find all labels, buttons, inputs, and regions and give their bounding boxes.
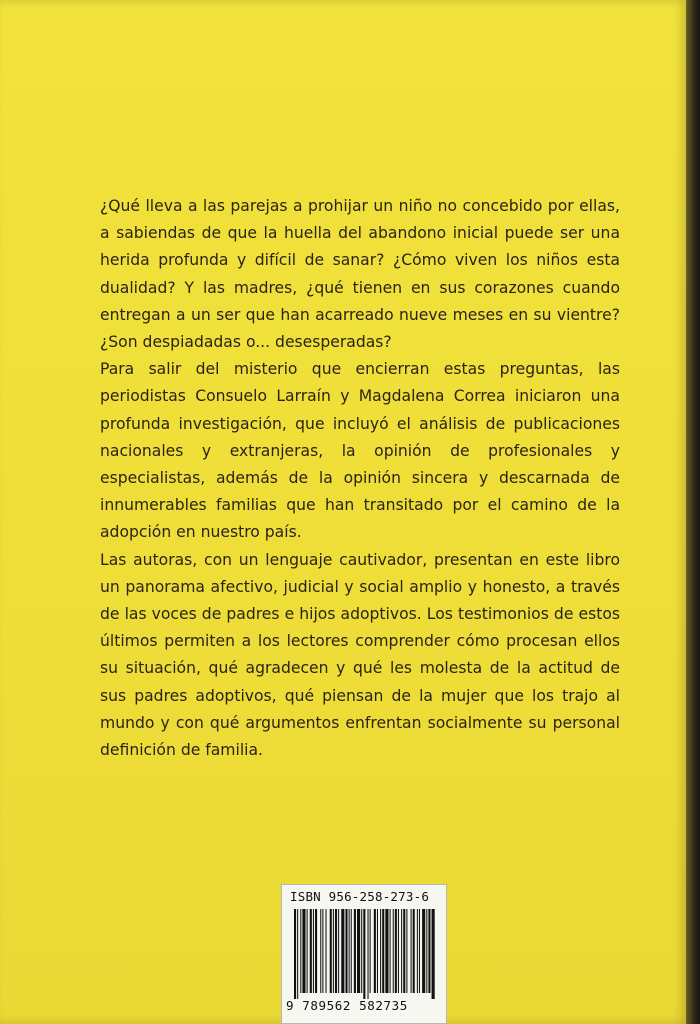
barcode-bar — [403, 909, 405, 993]
barcode-bar — [382, 909, 384, 993]
barcode-bar — [338, 909, 339, 993]
barcode-bar — [351, 909, 352, 993]
barcode-bar — [300, 909, 301, 993]
barcode-bar — [374, 909, 376, 993]
barcode-bar — [326, 909, 327, 993]
barcode-bar — [349, 909, 350, 993]
barcode-bar — [370, 909, 371, 993]
barcode-number: 9 789562 582735 — [286, 998, 408, 1013]
barcode-bar — [333, 909, 334, 993]
barcode-bar — [419, 909, 420, 993]
barcode-bar — [390, 909, 391, 993]
barcode-bar — [315, 909, 317, 993]
barcode-bar — [411, 909, 412, 993]
barcode-bar — [363, 909, 365, 999]
barcode-bar — [368, 909, 369, 999]
barcode-bar — [393, 909, 394, 993]
barcode-bar — [322, 909, 323, 993]
blurb-text — [100, 193, 620, 764]
barcode-bar — [313, 909, 314, 993]
barcode-bar — [357, 909, 360, 993]
barcode-bar — [380, 909, 381, 993]
barcode-bar — [341, 909, 344, 993]
barcode-bar — [385, 909, 388, 993]
barcode-bar — [406, 909, 407, 993]
barcode-bar — [361, 909, 362, 993]
barcode-bar — [395, 909, 397, 993]
barcode-bar — [398, 909, 399, 993]
barcode-bar — [297, 909, 298, 999]
blurb-paragraph-1: ¿Qué lleva a las parejas a prohijar un niño no concebido por ellas, a sabiendas de que la huella del abandono inicial puede ser una herida profunda y difícil de sanar? ¿Cómo viven los niños esta dualidad? Y las madres, ¿qué tienen en sus corazones cuando entregan a un ser que han acarreado nueve meses en su vientre? ¿Son despiadadas o... desesperadas? — [100, 197, 620, 352]
barcode-bar — [422, 909, 425, 993]
barcode-icon — [292, 909, 438, 999]
barcode-bar — [413, 909, 415, 993]
page-edge-shadow — [686, 0, 700, 1024]
barcode-bar — [310, 909, 312, 993]
barcode-bar — [428, 909, 430, 993]
isbn-text: ISBN 956-258-273-6 — [290, 889, 430, 904]
blurb-paragraph-3: Las autoras, con un lenguaje cautivador, presentan en este libro un panorama afectivo, judicial y social amplio y honesto, a través de las voces de padres e hijos adoptivos. Los testimonios de estos últimos permiten a los lectores comprender cómo procesan ellos su situación, qué agradecen y qué les molesta de la actitud de sus padres adoptivos, qué piensan de la mujer que los trajo al mundo y con qué argumentos enfrentan socialmente su personal definición de familia. — [100, 550, 620, 760]
barcode-bar — [294, 909, 296, 999]
barcode-bar — [426, 909, 427, 993]
barcode-bar — [330, 909, 332, 993]
barcode-bar — [345, 909, 347, 993]
barcode-bar — [307, 909, 308, 993]
barcode-bar — [417, 909, 418, 993]
barcode-bar — [401, 909, 402, 993]
barcode-bar — [377, 909, 378, 993]
barcode-bar — [335, 909, 337, 993]
barcode-bar — [302, 909, 305, 993]
blurb-paragraph-2: Para salir del misterio que encierran estas preguntas, las periodistas Consuelo Larraín y Magdalena Correa iniciaron una profunda investigación, que incluyó el análisis de publicaciones nacionales y extranjeras, la opinión de profesionales y especialistas, además de la opinión sincera y descarnada de innumerables familias que han transitado por el camino de la adopción en nuestro país. — [100, 360, 620, 542]
isbn-barcode-label — [281, 884, 447, 1024]
barcode-bar — [320, 909, 321, 993]
barcode-bar — [354, 909, 356, 993]
barcode-bar — [432, 909, 435, 999]
